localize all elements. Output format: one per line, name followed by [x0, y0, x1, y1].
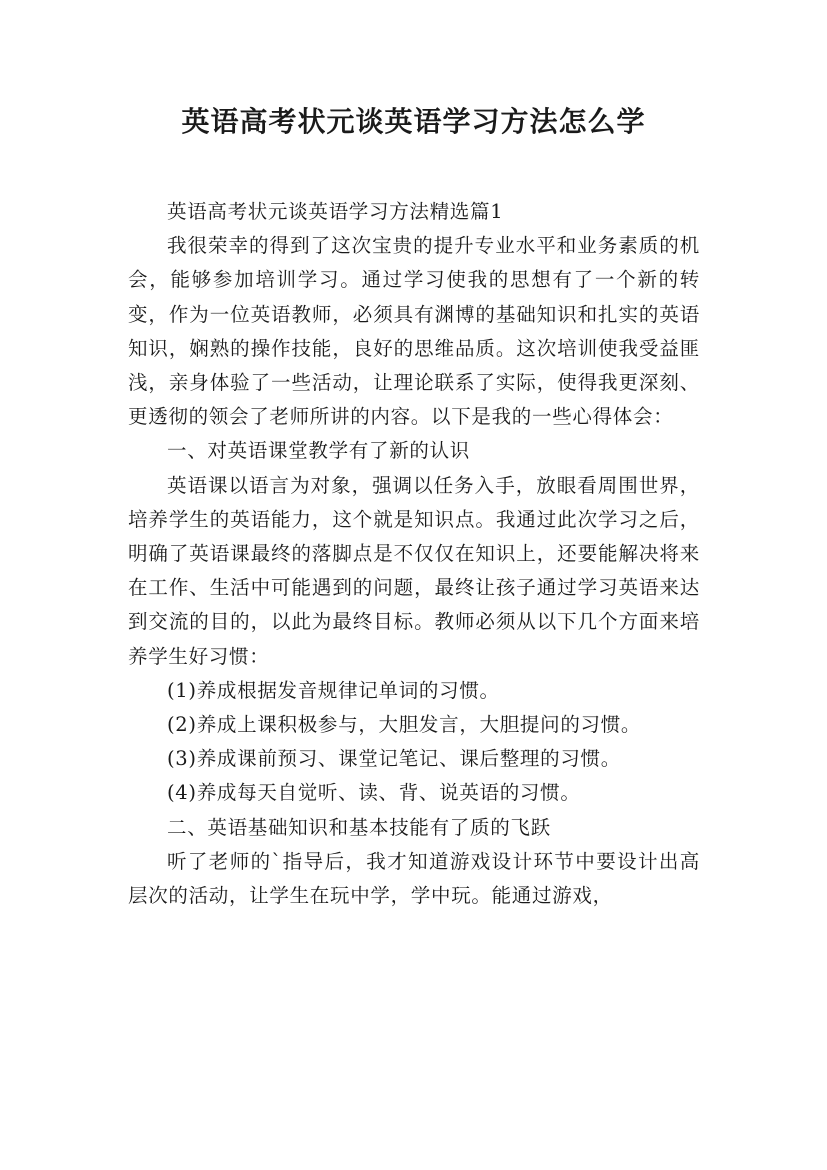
document-body [128, 195, 700, 913]
subsection-heading: 一、对英语课堂教学有了新的认识 [167, 439, 471, 463]
list-item: (2)养成上课积极参与，大胆发言，大胆提问的习惯。 [167, 713, 642, 737]
document-title: 英语高考状元谈英语学习方法怎么学 [181, 105, 646, 138]
list-item: (1)养成根据发音规律记单词的习惯。 [167, 678, 500, 702]
list-item: (3)养成课前预习、课堂记笔记、课后整理的习惯。 [167, 747, 621, 771]
body-paragraph: 听了老师的`指导后，我才知道游戏设计环节中要设计出高层次的活动，让学生在玩中学，学中玩。能通过游戏， [128, 849, 700, 908]
subsection-heading: 二、英语基础知识和基本技能有了质的飞跃 [167, 815, 551, 839]
section-heading: 英语高考状元谈英语学习方法精选篇1 [167, 200, 504, 223]
body-paragraph: 英语课以语言为对象，强调以任务入手，放眼看周围世界，培养学生的英语能力，这个就是知识点。我通过此次学习之后，明确了英语课最终的落脚点是不仅仅在知识上，还要能解决将来在工作、生活中可能遇到的问题，最终让孩子通过学习英语来达到交流的目的，以此为最终目标。教师必须从以下几个方面来培养学生好习惯： [128, 473, 700, 668]
body-paragraph: 我很荣幸的得到了这次宝贵的提升专业水平和业务素质的机会，能够参加培训学习。通过学习使我的思想有了一个新的转变，作为一位英语教师，必须具有渊博的基础知识和扎实的英语知识，娴熟的操作技能，良好的思维品质。这次培训使我受益匪浅，亲身体验了一些活动，让理论联系了实际，使得我更深刻、更透彻的领会了老师所讲的内容。以下是我的一些心得体会： [128, 234, 700, 429]
list-item: (4)养成每天自觉听、读、背、说英语的习惯。 [167, 781, 581, 805]
